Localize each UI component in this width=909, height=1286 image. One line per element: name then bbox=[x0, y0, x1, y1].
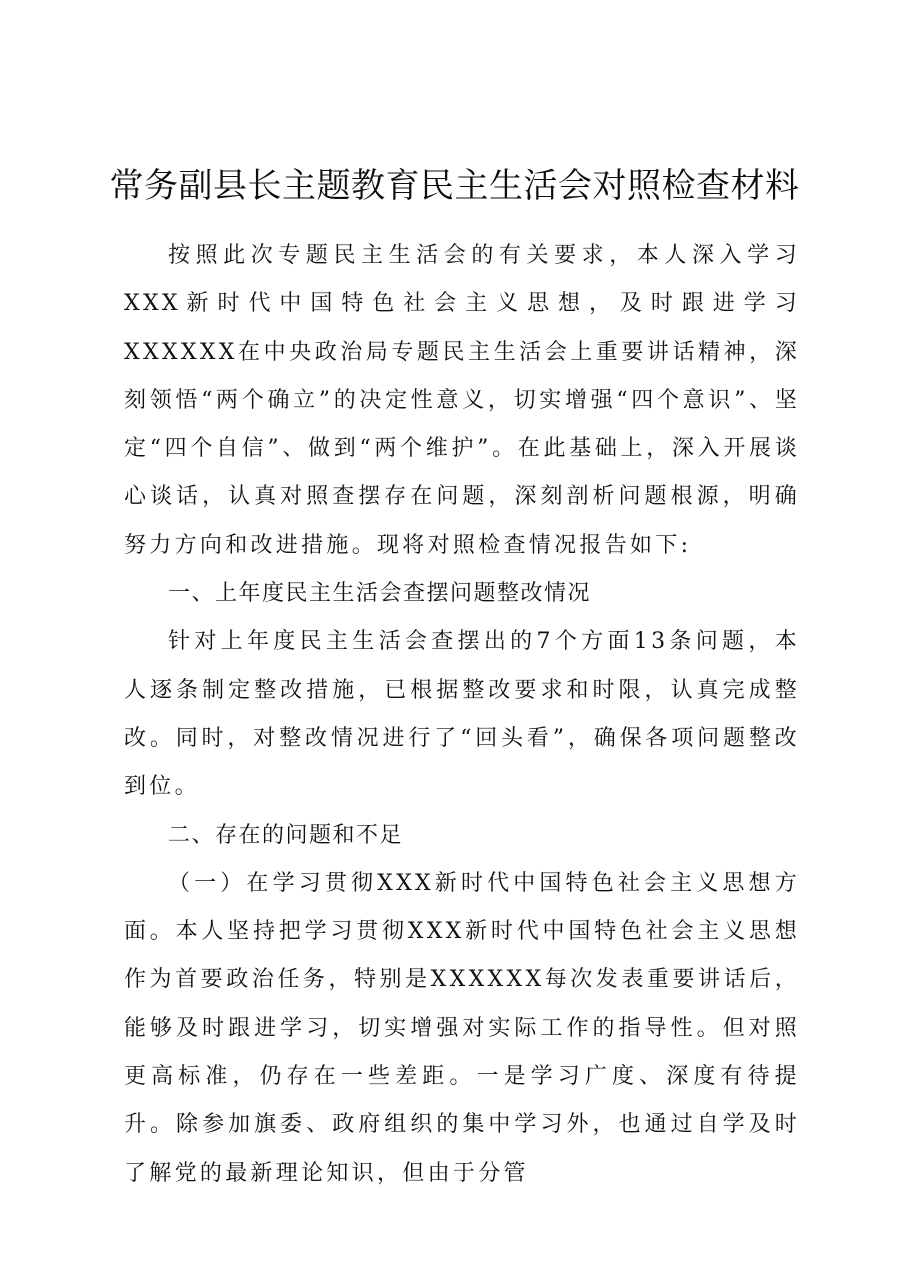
rectification-paragraph: 针对上年度民主生活会查摆出的7个方面13条问题，本人逐条制定整改措施，已根据整改要求和时限，认真完成整改。同时，对整改情况进行了“回头看”，确保各项问题整改到位。 bbox=[124, 629, 800, 800]
document-title: 常务副县长主题教育民主生活会对照检查材料 bbox=[109, 166, 800, 206]
document-body bbox=[124, 232, 800, 1198]
problems-paragraph: （一）在学习贯彻XXX新时代中国特色社会主义思想方面。本人坚持把学习贯彻XXX新时代中国特色社会主义思想作为首要政治任务，特别是XXXXXX每次发表重要讲话后，能够及时跟进学习，切实增强对实际工作的指导性。但对照更高标准，仍存在一些差距。一是学习广度、深度有待提升。除参加旗委、政府组织的集中学习外，也通过自学及时了解党的最新理论知识，但由于分管 bbox=[124, 870, 800, 1186]
section-heading-problems: 二、存在的问题和不足 bbox=[168, 822, 404, 848]
intro-paragraph: 按照此次专题民主生活会的有关要求，本人深入学习XXX新时代中国特色社会主义思想，及时跟进学习XXXXXX在中央政治局专题民主生活会上重要讲话精神，深刻领悟“两个确立”的决定性意义，切实增强“四个意识”、坚定“四个自信”、做到“两个维护”。在此基础上，深入开展谈心谈话，认真对照查摆存在问题，深刻剖析问题根源，明确努力方向和改进措施。现将对照检查情况报告如下: bbox=[124, 243, 800, 558]
section-heading-rectification: 一、上年度民主生活会查摆问题整改情况 bbox=[168, 581, 592, 607]
